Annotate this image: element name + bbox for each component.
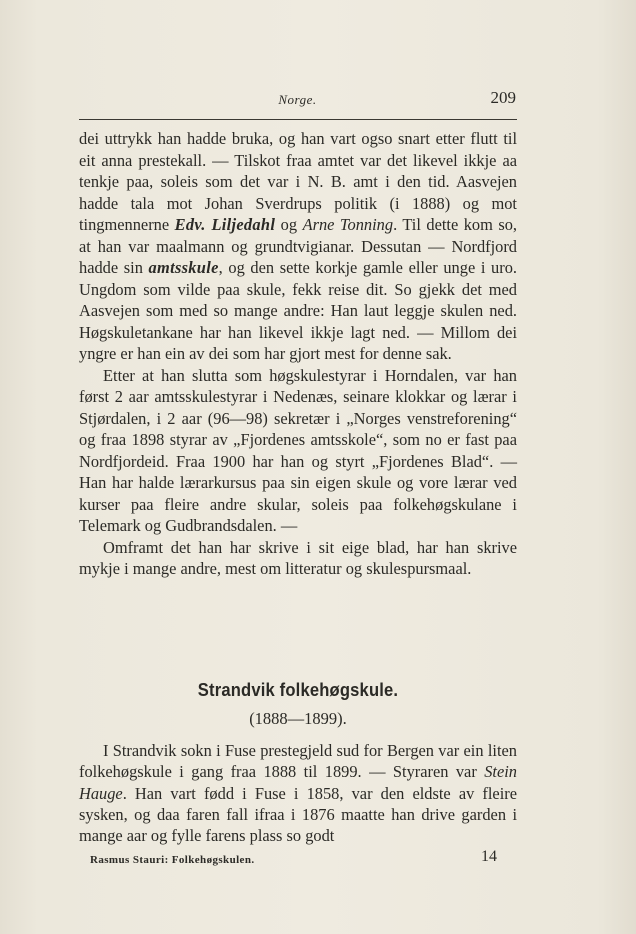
section-years: (1888—1899). — [249, 709, 347, 728]
name-stein-hauge: Stein Hauge — [79, 762, 517, 803]
p1-text-b: . Til dette kom so, at han var maalmann og grundtvigianar. Dessutan — Nordfjord hadde sin — [79, 215, 518, 277]
name-arne-tonning: Arne Tonning — [302, 215, 394, 234]
body-text — [79, 128, 517, 580]
name-edv-liljedahl: Edv. Liljedahl — [174, 215, 276, 234]
section-text-a: I Strandvik sokn i Fuse prestegjeld sud for Bergen var ein liten folkehøgskule i gang fraa 1888 til 1899. — Styraren var — [79, 741, 517, 782]
section-heading: Strandvik folkehøgskule. — [197, 680, 399, 700]
paragraph-1 — [79, 128, 517, 365]
page-number: 209 — [490, 88, 516, 107]
section-body — [79, 740, 517, 846]
p1-text-a: dei uttrykk han hadde bruka, og han vart ogso snart etter flutt til eit anna prestekall. — Tilskot fraa amtet var det likevel ikkje aa tenkje paa, soleis som det var i N. B. amt i den tid. Aasvejen hadde tala mot Johan Sverdrups politik (i 1888) og mot tingmennerne — [79, 129, 517, 234]
term-amtsskule: amtsskule — [148, 258, 219, 277]
footer-signature: Rasmus Stauri: Folkehøgskulen. — [90, 854, 255, 866]
running-title: Norge. — [278, 92, 317, 107]
section-text-b: . Han vart fødd i Fuse i 1858, var den eldste av fleire sysken, og daa faren fall ifraa i 1876 maatte han drive garden i mange aar og fylle farens plass so godt — [79, 783, 517, 846]
p1-text-og: og — [275, 215, 303, 234]
page-footer — [90, 850, 497, 872]
section-paragraph — [79, 740, 517, 846]
paragraph-3: Omframt det han har skrive i sit eige blad, har han skrive mykje i mange andre, mest om litteratur og skulespursmaal. — [79, 537, 517, 578]
sheet-number: 14 — [481, 848, 497, 865]
running-head — [79, 90, 516, 112]
p1-text-c: , og den sette korkje gamle eller unge i uro. Ungdom som vilde paa skule, fekk reise dit. So gjekk det med Aasvejen som med so mange andre: Han laut leggje skulen ned. Høgskuletankane har han likevel ikkje lagt ned. — Millom dei yngre er han ein av dei som har gjort mest for denne sak. — [79, 258, 517, 363]
paragraph-2: Etter at han slutta som høgskulestyrar i Horndalen, var han først 2 aar amtsskulestyrar i Nedenæs, seinare klokkar og lærar i Stjørdalen, i 2 aar (96—98) sekretær i „Norges venstreforening“ og fraa 1898 styrar av „Fjordenes amtsskole“, som no er fast paa Nordfjordeid. Fraa 1900 har han og styrt „Fjordenes Blad“. — Han har halde lærarkursus paa sin eigen skule og vore lærar ved kurser paa fleire andre skular, soleis paa folkehøgskulane i Telemark og Gudbrandsdalen. — — [79, 365, 517, 535]
header-rule — [79, 119, 517, 120]
